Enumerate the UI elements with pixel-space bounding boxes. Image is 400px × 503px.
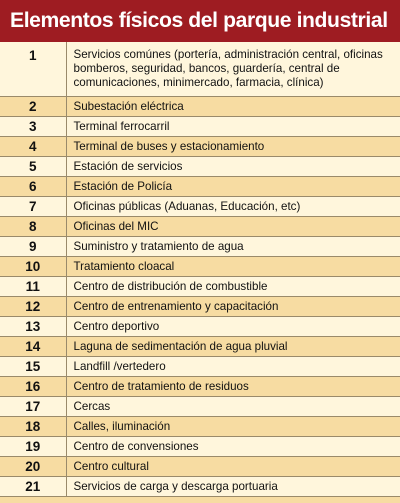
table-row xyxy=(0,176,400,196)
table-title: Elementos físicos del parque industrial xyxy=(0,0,400,42)
table-row xyxy=(0,436,400,456)
row-description: Centro de distribución de combustible xyxy=(66,276,400,296)
row-description: Subestación eléctrica xyxy=(66,96,400,116)
row-description: Estación de servicios xyxy=(66,156,400,176)
row-number: 4 xyxy=(0,136,66,156)
row-number: 13 xyxy=(0,316,66,336)
row-number: 9 xyxy=(0,236,66,256)
row-description: Centro de tratamiento de residuos xyxy=(66,376,400,396)
table-row xyxy=(0,256,400,276)
row-description: Estación de Policía xyxy=(66,176,400,196)
row-number: 1 xyxy=(0,42,66,96)
row-number: 3 xyxy=(0,116,66,136)
row-description: Servicios comúnes (portería, administración central, oficinas bomberos, seguridad, bancos, guardería, central de comunicaciones, minimercado, farmacia, clínica) xyxy=(66,42,400,96)
table-row xyxy=(0,336,400,356)
row-description: Oficinas públicas (Aduanas, Educación, etc) xyxy=(66,196,400,216)
row-description: Centro deportivo xyxy=(66,316,400,336)
row-description: Suministro y tratamiento de agua xyxy=(66,236,400,256)
row-description: Tratamiento cloacal xyxy=(66,256,400,276)
elements-table xyxy=(0,42,400,497)
row-number: 20 xyxy=(0,456,66,476)
table-row xyxy=(0,396,400,416)
bottom-band xyxy=(0,497,400,503)
row-number: 7 xyxy=(0,196,66,216)
row-number: 5 xyxy=(0,156,66,176)
table-row xyxy=(0,136,400,156)
row-number: 10 xyxy=(0,256,66,276)
row-number: 19 xyxy=(0,436,66,456)
row-number: 15 xyxy=(0,356,66,376)
table-row xyxy=(0,276,400,296)
table-row xyxy=(0,96,400,116)
row-description: Oficinas del MIC xyxy=(66,216,400,236)
row-number: 18 xyxy=(0,416,66,436)
row-description: Servicios de carga y descarga portuaria xyxy=(66,476,400,496)
table-row xyxy=(0,316,400,336)
row-number: 17 xyxy=(0,396,66,416)
row-description: Landfill /vertedero xyxy=(66,356,400,376)
row-number: 8 xyxy=(0,216,66,236)
row-description: Cercas xyxy=(66,396,400,416)
table-row xyxy=(0,416,400,436)
table-row xyxy=(0,216,400,236)
row-number: 2 xyxy=(0,96,66,116)
table-row xyxy=(0,196,400,216)
table-row xyxy=(0,376,400,396)
row-number: 16 xyxy=(0,376,66,396)
table-row xyxy=(0,296,400,316)
table-row xyxy=(0,456,400,476)
row-description: Laguna de sedimentación de agua pluvial xyxy=(66,336,400,356)
row-description: Terminal ferrocarril xyxy=(66,116,400,136)
row-description: Centro cultural xyxy=(66,456,400,476)
row-number: 14 xyxy=(0,336,66,356)
table-row xyxy=(0,476,400,496)
row-number: 12 xyxy=(0,296,66,316)
table-row xyxy=(0,42,400,96)
table-row xyxy=(0,116,400,136)
row-description: Terminal de buses y estacionamiento xyxy=(66,136,400,156)
row-description: Calles, iluminación xyxy=(66,416,400,436)
row-number: 6 xyxy=(0,176,66,196)
row-description: Centro de convensiones xyxy=(66,436,400,456)
table-row xyxy=(0,356,400,376)
row-number: 21 xyxy=(0,476,66,496)
table-row xyxy=(0,236,400,256)
table-row xyxy=(0,156,400,176)
row-number: 11 xyxy=(0,276,66,296)
row-description: Centro de entrenamiento y capacitación xyxy=(66,296,400,316)
